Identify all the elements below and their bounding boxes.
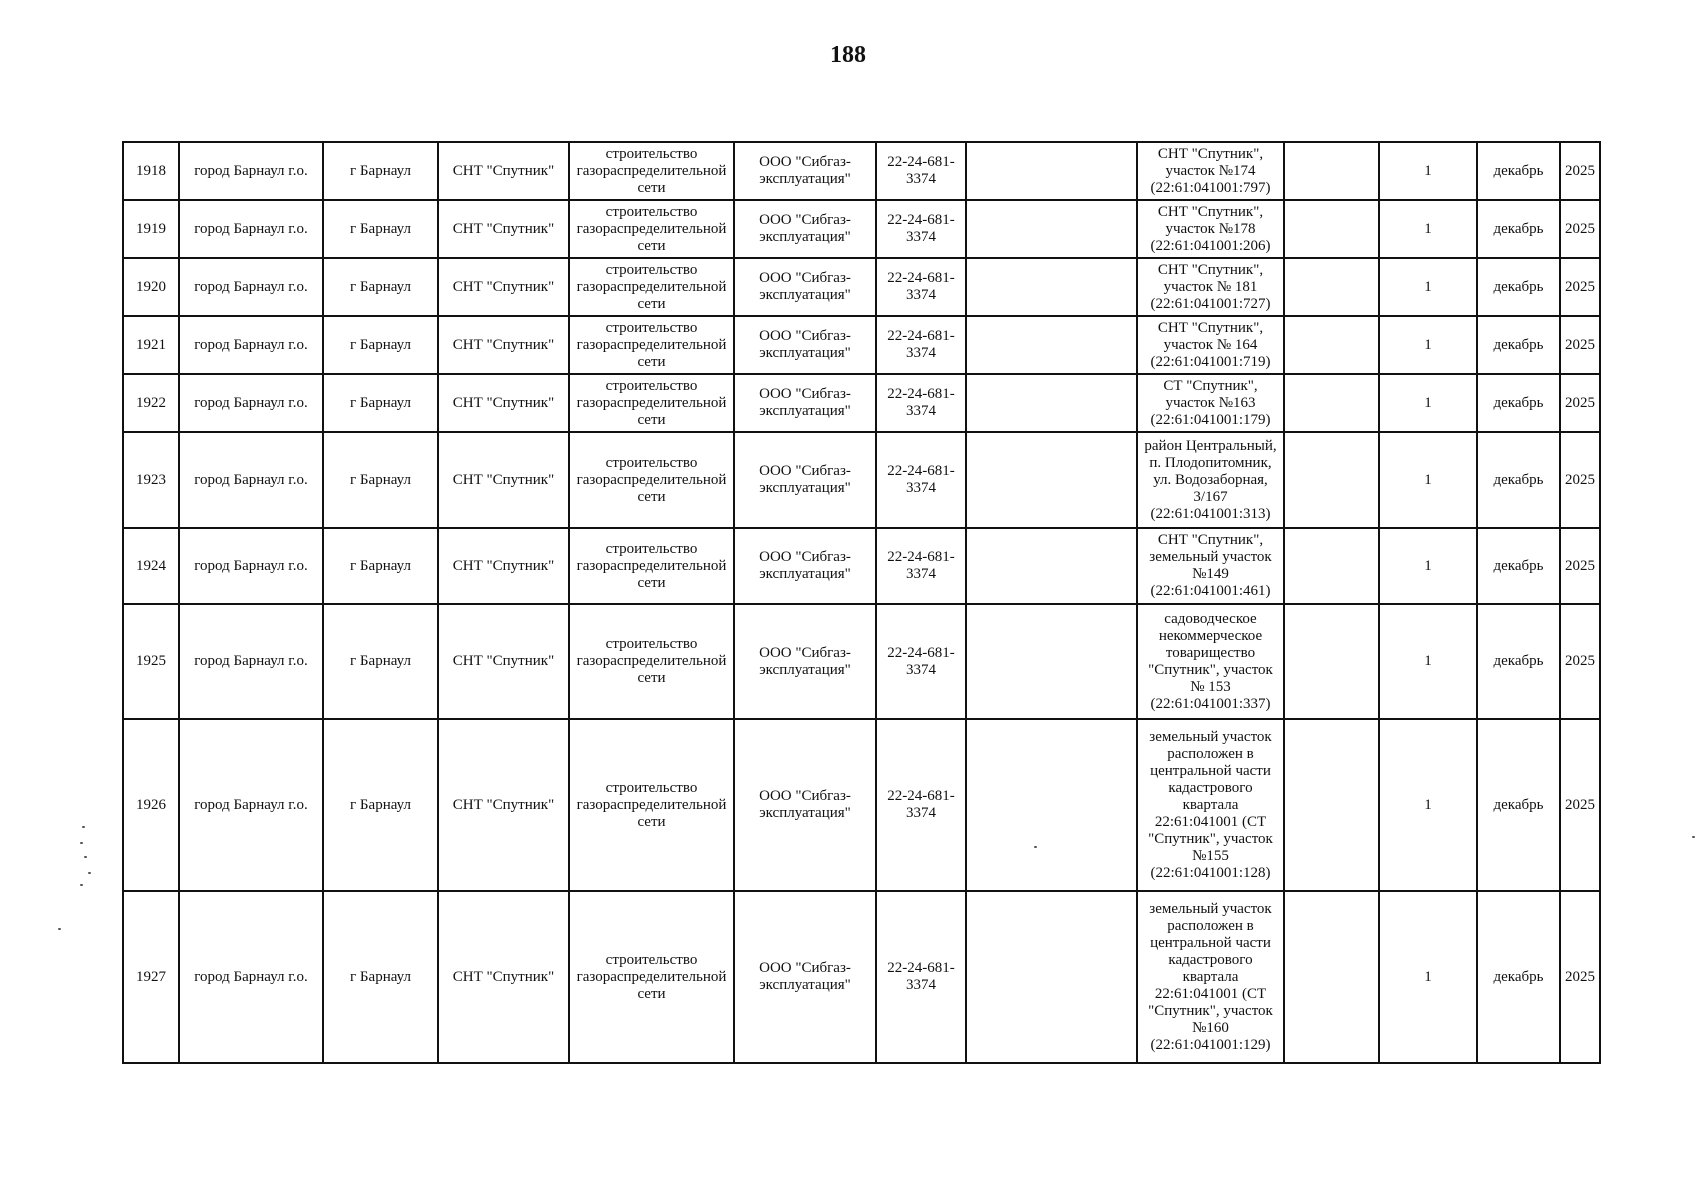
blank-cell xyxy=(1284,891,1379,1063)
blank-cell xyxy=(1284,528,1379,604)
scan-speck xyxy=(80,842,83,844)
blank-cell xyxy=(966,316,1137,374)
society-cell: СНТ "Спутник" xyxy=(438,316,569,374)
locality-cell: г Барнаул xyxy=(323,142,438,200)
district-cell: город Барнаул г.о. xyxy=(179,891,323,1063)
organization-cell: ООО "Сибгаз-эксплуатация" xyxy=(734,891,876,1063)
month-cell: декабрь xyxy=(1477,604,1560,719)
blank-cell xyxy=(1284,142,1379,200)
district-cell: город Барнаул г.о. xyxy=(179,316,323,374)
purpose-cell: строительство газораспределительной сети xyxy=(569,528,734,604)
address-cell: садоводческое некоммерческое товарищество "Спутник", участок № 153 (22:61:041001:337) xyxy=(1137,604,1284,719)
scan-speck xyxy=(84,856,87,858)
purpose-cell: строительство газораспределительной сети xyxy=(569,316,734,374)
organization-cell: ООО "Сибгаз-эксплуатация" xyxy=(734,142,876,200)
row-number-cell: 1920 xyxy=(123,258,179,316)
address-cell: земельный участок расположен в центральной части кадастрового квартала 22:61:041001 (СТ "Спутник", участок №160 (22:61:041001:129) xyxy=(1137,891,1284,1063)
month-cell: декабрь xyxy=(1477,258,1560,316)
quantity-cell: 1 xyxy=(1379,258,1477,316)
purpose-cell: строительство газораспределительной сети xyxy=(569,258,734,316)
row-number-cell: 1923 xyxy=(123,432,179,528)
blank-cell xyxy=(1284,719,1379,891)
district-cell: город Барнаул г.о. xyxy=(179,142,323,200)
organization-cell: ООО "Сибгаз-эксплуатация" xyxy=(734,604,876,719)
blank-cell xyxy=(966,719,1137,891)
locality-cell: г Барнаул xyxy=(323,316,438,374)
organization-cell: ООО "Сибгаз-эксплуатация" xyxy=(734,432,876,528)
blank-cell xyxy=(966,604,1137,719)
locality-cell: г Барнаул xyxy=(323,891,438,1063)
code-cell: 22-24-681-3374 xyxy=(876,142,966,200)
locality-cell: г Барнаул xyxy=(323,604,438,719)
table-row xyxy=(123,316,1600,374)
society-cell: СНТ "Спутник" xyxy=(438,374,569,432)
year-cell: 2025 xyxy=(1560,719,1600,891)
scan-speck xyxy=(82,826,85,828)
address-cell: СНТ "Спутник", земельный участок №149 (22:61:041001:461) xyxy=(1137,528,1284,604)
address-cell: СНТ "Спутник", участок № 181 (22:61:041001:727) xyxy=(1137,258,1284,316)
year-cell: 2025 xyxy=(1560,891,1600,1063)
society-cell: СНТ "Спутник" xyxy=(438,528,569,604)
address-cell: СНТ "Спутник", участок №178 (22:61:041001:206) xyxy=(1137,200,1284,258)
blank-cell xyxy=(966,258,1137,316)
quantity-cell: 1 xyxy=(1379,316,1477,374)
quantity-cell: 1 xyxy=(1379,528,1477,604)
quantity-cell: 1 xyxy=(1379,719,1477,891)
row-number-cell: 1919 xyxy=(123,200,179,258)
scan-speck xyxy=(80,884,83,886)
month-cell: декабрь xyxy=(1477,528,1560,604)
month-cell: декабрь xyxy=(1477,374,1560,432)
quantity-cell: 1 xyxy=(1379,142,1477,200)
code-cell: 22-24-681-3374 xyxy=(876,258,966,316)
address-cell: СНТ "Спутник", участок № 164 (22:61:041001:719) xyxy=(1137,316,1284,374)
table-row xyxy=(123,891,1600,1063)
table-row xyxy=(123,142,1600,200)
purpose-cell: строительство газораспределительной сети xyxy=(569,604,734,719)
quantity-cell: 1 xyxy=(1379,891,1477,1063)
locality-cell: г Барнаул xyxy=(323,200,438,258)
purpose-cell: строительство газораспределительной сети xyxy=(569,891,734,1063)
society-cell: СНТ "Спутник" xyxy=(438,604,569,719)
scan-speck xyxy=(58,928,61,930)
district-cell: город Барнаул г.о. xyxy=(179,719,323,891)
purpose-cell: строительство газораспределительной сети xyxy=(569,432,734,528)
purpose-cell: строительство газораспределительной сети xyxy=(569,200,734,258)
blank-cell xyxy=(966,374,1137,432)
table-row xyxy=(123,200,1600,258)
quantity-cell: 1 xyxy=(1379,604,1477,719)
blank-cell xyxy=(1284,432,1379,528)
row-number-cell: 1927 xyxy=(123,891,179,1063)
code-cell: 22-24-681-3374 xyxy=(876,528,966,604)
month-cell: декабрь xyxy=(1477,142,1560,200)
page-number: 188 xyxy=(830,42,866,68)
table-row xyxy=(123,604,1600,719)
society-cell: СНТ "Спутник" xyxy=(438,891,569,1063)
blank-cell xyxy=(1284,200,1379,258)
society-cell: СНТ "Спутник" xyxy=(438,432,569,528)
month-cell: декабрь xyxy=(1477,200,1560,258)
code-cell: 22-24-681-3374 xyxy=(876,374,966,432)
purpose-cell: строительство газораспределительной сети xyxy=(569,142,734,200)
address-cell: земельный участок расположен в центральной части кадастрового квартала 22:61:041001 (СТ "Спутник", участок №155 (22:61:041001:128) xyxy=(1137,719,1284,891)
purpose-cell: строительство газораспределительной сети xyxy=(569,719,734,891)
address-cell: район Центральный, п. Плодопитомник, ул. Водозаборная, 3/167 (22:61:041001:313) xyxy=(1137,432,1284,528)
locality-cell: г Барнаул xyxy=(323,528,438,604)
address-cell: СТ "Спутник", участок №163 (22:61:041001:179) xyxy=(1137,374,1284,432)
society-cell: СНТ "Спутник" xyxy=(438,719,569,891)
district-cell: город Барнаул г.о. xyxy=(179,432,323,528)
month-cell: декабрь xyxy=(1477,891,1560,1063)
organization-cell: ООО "Сибгаз-эксплуатация" xyxy=(734,528,876,604)
table-row xyxy=(123,528,1600,604)
year-cell: 2025 xyxy=(1560,374,1600,432)
code-cell: 22-24-681-3374 xyxy=(876,316,966,374)
code-cell: 22-24-681-3374 xyxy=(876,891,966,1063)
organization-cell: ООО "Сибгаз-эксплуатация" xyxy=(734,200,876,258)
year-cell: 2025 xyxy=(1560,316,1600,374)
row-number-cell: 1924 xyxy=(123,528,179,604)
blank-cell xyxy=(966,142,1137,200)
locality-cell: г Барнаул xyxy=(323,719,438,891)
month-cell: декабрь xyxy=(1477,432,1560,528)
district-cell: город Барнаул г.о. xyxy=(179,374,323,432)
district-cell: город Барнаул г.о. xyxy=(179,258,323,316)
blank-cell xyxy=(1284,258,1379,316)
row-number-cell: 1918 xyxy=(123,142,179,200)
year-cell: 2025 xyxy=(1560,200,1600,258)
row-number-cell: 1921 xyxy=(123,316,179,374)
table-row xyxy=(123,374,1600,432)
blank-cell xyxy=(966,200,1137,258)
month-cell: декабрь xyxy=(1477,316,1560,374)
district-cell: город Барнаул г.о. xyxy=(179,200,323,258)
blank-cell xyxy=(1284,316,1379,374)
scan-speck xyxy=(1034,846,1037,848)
row-number-cell: 1922 xyxy=(123,374,179,432)
scan-speck xyxy=(1692,836,1695,838)
table-row xyxy=(123,432,1600,528)
organization-cell: ООО "Сибгаз-эксплуатация" xyxy=(734,374,876,432)
register-table xyxy=(122,141,1601,1064)
code-cell: 22-24-681-3374 xyxy=(876,432,966,528)
locality-cell: г Барнаул xyxy=(323,374,438,432)
year-cell: 2025 xyxy=(1560,528,1600,604)
blank-cell xyxy=(966,891,1137,1063)
quantity-cell: 1 xyxy=(1379,432,1477,528)
table-row xyxy=(123,258,1600,316)
address-cell: СНТ "Спутник", участок №174 (22:61:041001:797) xyxy=(1137,142,1284,200)
code-cell: 22-24-681-3374 xyxy=(876,604,966,719)
register-body xyxy=(123,142,1600,1063)
code-cell: 22-24-681-3374 xyxy=(876,200,966,258)
blank-cell xyxy=(1284,604,1379,719)
society-cell: СНТ "Спутник" xyxy=(438,142,569,200)
year-cell: 2025 xyxy=(1560,604,1600,719)
locality-cell: г Барнаул xyxy=(323,258,438,316)
organization-cell: ООО "Сибгаз-эксплуатация" xyxy=(734,719,876,891)
year-cell: 2025 xyxy=(1560,142,1600,200)
society-cell: СНТ "Спутник" xyxy=(438,258,569,316)
quantity-cell: 1 xyxy=(1379,374,1477,432)
month-cell: декабрь xyxy=(1477,719,1560,891)
blank-cell xyxy=(1284,374,1379,432)
quantity-cell: 1 xyxy=(1379,200,1477,258)
district-cell: город Барнаул г.о. xyxy=(179,604,323,719)
blank-cell xyxy=(966,528,1137,604)
organization-cell: ООО "Сибгаз-эксплуатация" xyxy=(734,316,876,374)
society-cell: СНТ "Спутник" xyxy=(438,200,569,258)
district-cell: город Барнаул г.о. xyxy=(179,528,323,604)
year-cell: 2025 xyxy=(1560,258,1600,316)
purpose-cell: строительство газораспределительной сети xyxy=(569,374,734,432)
organization-cell: ООО "Сибгаз-эксплуатация" xyxy=(734,258,876,316)
blank-cell xyxy=(966,432,1137,528)
locality-cell: г Барнаул xyxy=(323,432,438,528)
year-cell: 2025 xyxy=(1560,432,1600,528)
table-row xyxy=(123,719,1600,891)
row-number-cell: 1926 xyxy=(123,719,179,891)
code-cell: 22-24-681-3374 xyxy=(876,719,966,891)
scan-speck xyxy=(88,872,91,874)
row-number-cell: 1925 xyxy=(123,604,179,719)
